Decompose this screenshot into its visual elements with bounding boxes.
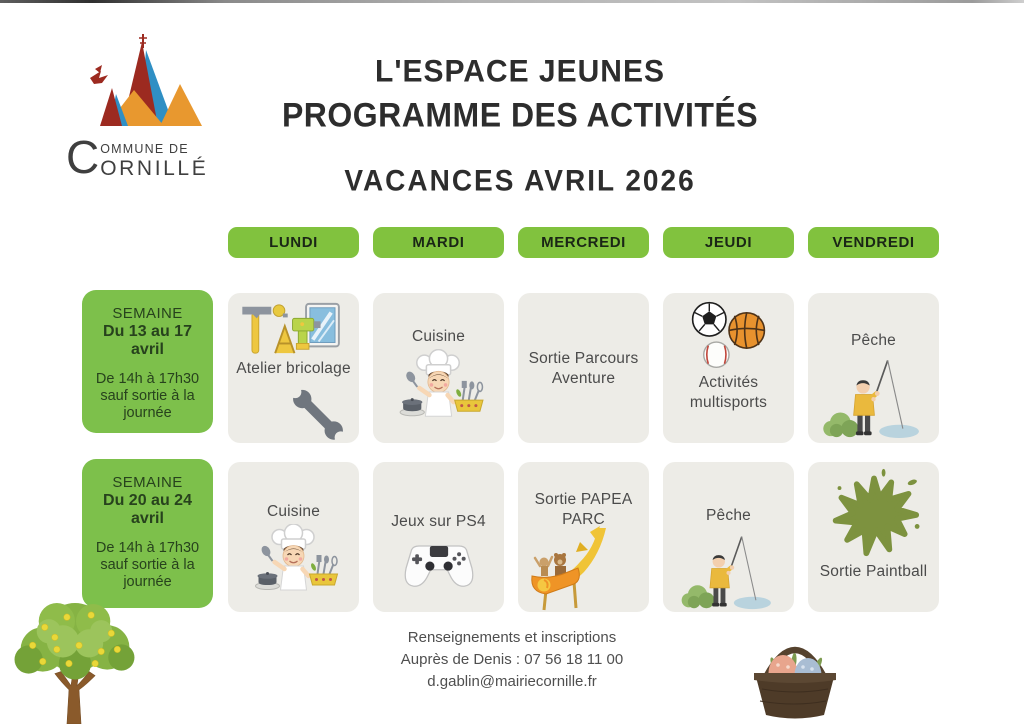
logo-line2: ORNILLÉ	[100, 157, 209, 180]
contact-line2: Auprès de Denis : 07 56 18 11 00	[400, 651, 624, 669]
contact-info	[262, 627, 762, 694]
activity-label: Sortie Paintball	[819, 563, 928, 580]
activity-cell-w2-vendredi	[808, 462, 939, 612]
week2-dates: Du 20 au 24	[103, 492, 192, 509]
logo-line1: OMMUNE DE	[100, 142, 189, 156]
rollercoaster-icon	[522, 524, 612, 612]
activity-cell-w2-mercredi	[518, 462, 649, 612]
page-title-line1: L'ESPACE JEUNES	[375, 53, 665, 89]
contact-email: d.gablin@mairiecornille.fr	[427, 673, 597, 691]
activity-label: Sortie Parcours Aventure	[528, 350, 639, 387]
fishing-icon	[821, 349, 926, 439]
activity-label: Atelier bricolage	[236, 360, 351, 377]
page-title-line2: PROGRAMME DES ACTIVITÉS	[281, 95, 759, 135]
week2-semaine: SEMAINE	[112, 474, 183, 491]
week1-hours: De 14h à 17h30 sauf sortie à la journée	[95, 371, 200, 422]
day-header-mardi: MARDI	[373, 227, 504, 258]
week2-hours: De 14h à 17h30 sauf sortie à la journée	[95, 540, 200, 591]
activity-cell-w1-mercredi	[518, 293, 649, 443]
activity-label: Pêche	[851, 332, 896, 349]
sports-balls-icon	[682, 298, 775, 373]
ps4-controller-icon	[397, 540, 481, 594]
fishing-icon	[676, 526, 781, 610]
activity-label: Activités multisports	[689, 374, 768, 411]
chef-icon	[390, 349, 487, 433]
activity-label: Cuisine	[411, 328, 466, 345]
logo-big-c: C	[66, 131, 100, 183]
day-header-mercredi: MERCREDI	[518, 227, 649, 258]
contact-line1: Renseignements et inscriptions	[407, 629, 617, 646]
week-label-2	[82, 459, 213, 608]
activity-cell-w1-mardi	[373, 293, 504, 443]
page-subtitle: VACANCES AVRIL 2026	[344, 164, 696, 197]
activity-label: Sortie PAPEA PARC	[534, 491, 633, 528]
week1-semaine: SEMAINE	[112, 305, 183, 322]
activity-cell-w2-jeudi	[663, 462, 794, 612]
day-header-jeudi: JEUDI	[663, 227, 794, 258]
paint-splat-icon	[828, 468, 920, 558]
activity-cell-w1-lundi	[228, 293, 359, 443]
easter-basket-icon	[736, 617, 854, 723]
chef-icon	[245, 524, 342, 606]
tools-icon	[240, 301, 347, 357]
activity-label: Cuisine	[266, 503, 321, 520]
wrench-icon	[286, 385, 350, 441]
scan-artifact-line	[0, 0, 1024, 3]
activity-cell-w2-mardi	[373, 462, 504, 612]
activity-cell-w2-lundi	[228, 462, 359, 612]
activity-cell-w1-vendredi	[808, 293, 939, 443]
day-header-vendredi: VENDREDI	[808, 227, 939, 258]
activity-label: Pêche	[706, 507, 751, 524]
activity-label: Jeux sur PS4	[391, 513, 486, 530]
lemon-tree-icon	[4, 597, 146, 724]
activity-cell-w1-jeudi	[663, 293, 794, 443]
week1-month: avril	[131, 341, 164, 358]
week1-dates: Du 13 au 17	[103, 323, 192, 340]
day-header-lundi: LUNDI	[228, 227, 359, 258]
week2-month: avril	[131, 510, 164, 527]
week-label-1	[82, 290, 213, 433]
